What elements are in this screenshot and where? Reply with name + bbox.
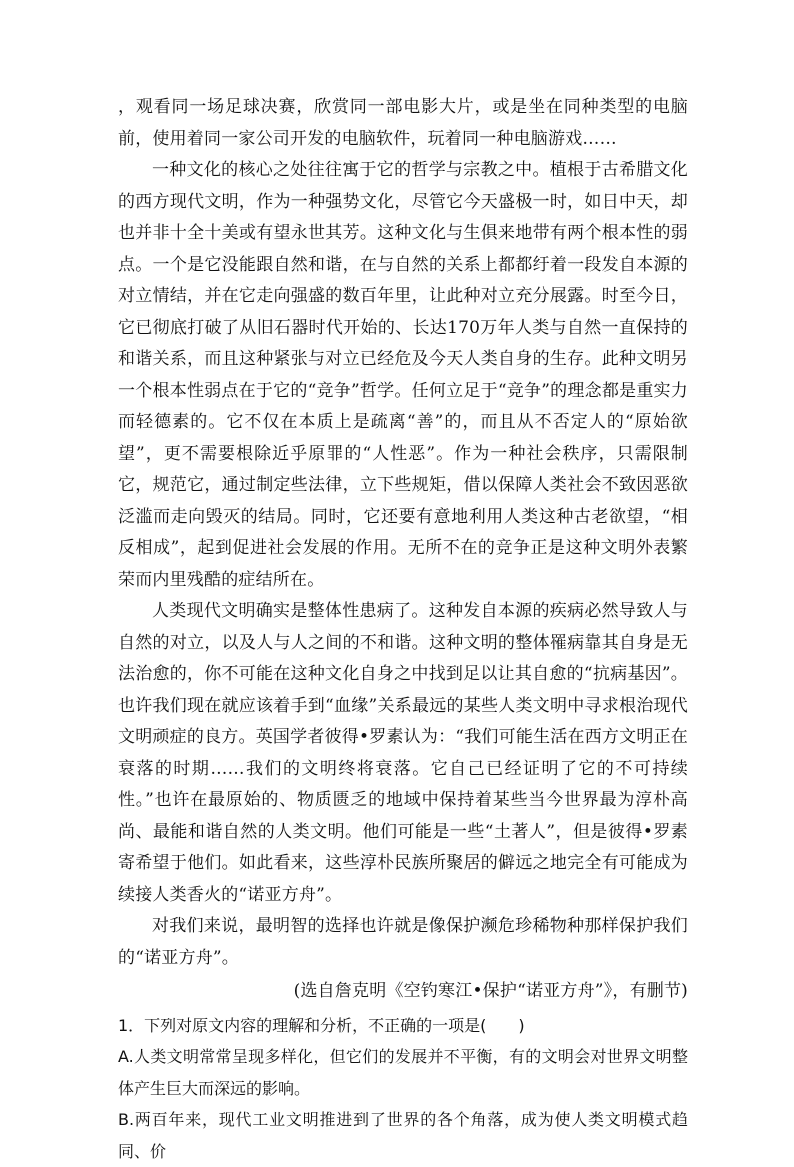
- passage-paragraph-3: 人类现代文明确实是整体性患病了。这种发自本源的疾病必然导致人与自然的对立，以及人与人之间的不和谐。这种文明的整体罹病靠其自身是无法治愈的，你不可能在这种文化自身之中找到足以让其自愈的“抗病基因”。也许我们现在就应该着手到“血缘”关系最远的某些人类文明中寻求根治现代文明顽症的良方。英国学者彼得•罗素认为：“我们可能生活在西方文明正在衰落的时期……我们的文明终将衰落。它自己已经证明了它的不可持续性。”也许在最原始的、物质匮乏的地域中保持着某些当今世界最为淳朴高尚、最能和谐自然的人类文明。他们可能是一些“土著人”，但是彼得•罗素寄希望于他们。如此看来，这些淳朴民族所聚居的僻远之地完全有可能成为续接人类香火的“诺亚方舟”。: [118, 596, 688, 911]
- question-option-a: A.人类文明常常呈现多样化，但它们的发展并不平衡，有的文明会对世界文明整体产生巨大而深远的影响。: [118, 1041, 688, 1104]
- passage-paragraph-continued: ，观看同一场足球决赛，欣赏同一部电影大片，或是坐在同种类型的电脑前，使用着同一家公司开发的电脑软件，玩着同一种电脑游戏……: [118, 92, 688, 155]
- passage-paragraph-4: 对我们来说，最明智的选择也许就是像保护濒危珍稀物种那样保护我们的“诺亚方舟”。: [118, 911, 688, 974]
- question-stem: 1．下列对原文内容的理解和分析，不正确的一项是( ): [118, 1010, 688, 1042]
- document-page: [118, 92, 688, 1167]
- passage: [118, 92, 688, 1008]
- question-1: [118, 1010, 688, 1167]
- passage-paragraph-2: 一种文化的核心之处往往寓于它的哲学与宗教之中。植根于古希腊文化的西方现代文明，作为一种强势文化，尽管它今天盛极一时，如日中天，却也并非十全十美或有望永世其芳。这种文化与生俱来地带有两个根本性的弱点。一个是它没能跟自然和谐，在与自然的关系上都都纡着一段发自本源的对立情结，并在它走向强盛的数百年里，让此种对立充分展露。时至今日，它已彻底打破了从旧石器时代开始的、长达170万年人类与自然一直保持的和谐关系，而且这种紧张与对立已经危及今天人类自身的生存。此种文明另一个根本性弱点在于它的“竞争”哲学。任何立足于“竞争”的理念都是重实力而轻德素的。它不仅在本质上是疏离“善”的，而且从不否定人的“原始欲望”，更不需要根除近乎原罪的“人性恶”。作为一种社会秩序，只需限制它，规范它，通过制定些法律，立下些规矩，借以保障人类社会不致因恶欲泛滥而走向毁灭的结局。同时，它还要有意地利用人类这种古老欲望，“相反相成”，起到促进社会发展的作用。无所不在的竞争正是这种文明外表繁荣而内里残酷的症结所在。: [118, 155, 688, 596]
- passage-source: (选自詹克明《空钓寒江•保护“诺亚方舟”》，有删节): [118, 974, 688, 1008]
- question-option-b: B.两百年来，现代工业文明推进到了世界的各个角落，成为使人类文明模式趋同、价: [118, 1104, 688, 1167]
